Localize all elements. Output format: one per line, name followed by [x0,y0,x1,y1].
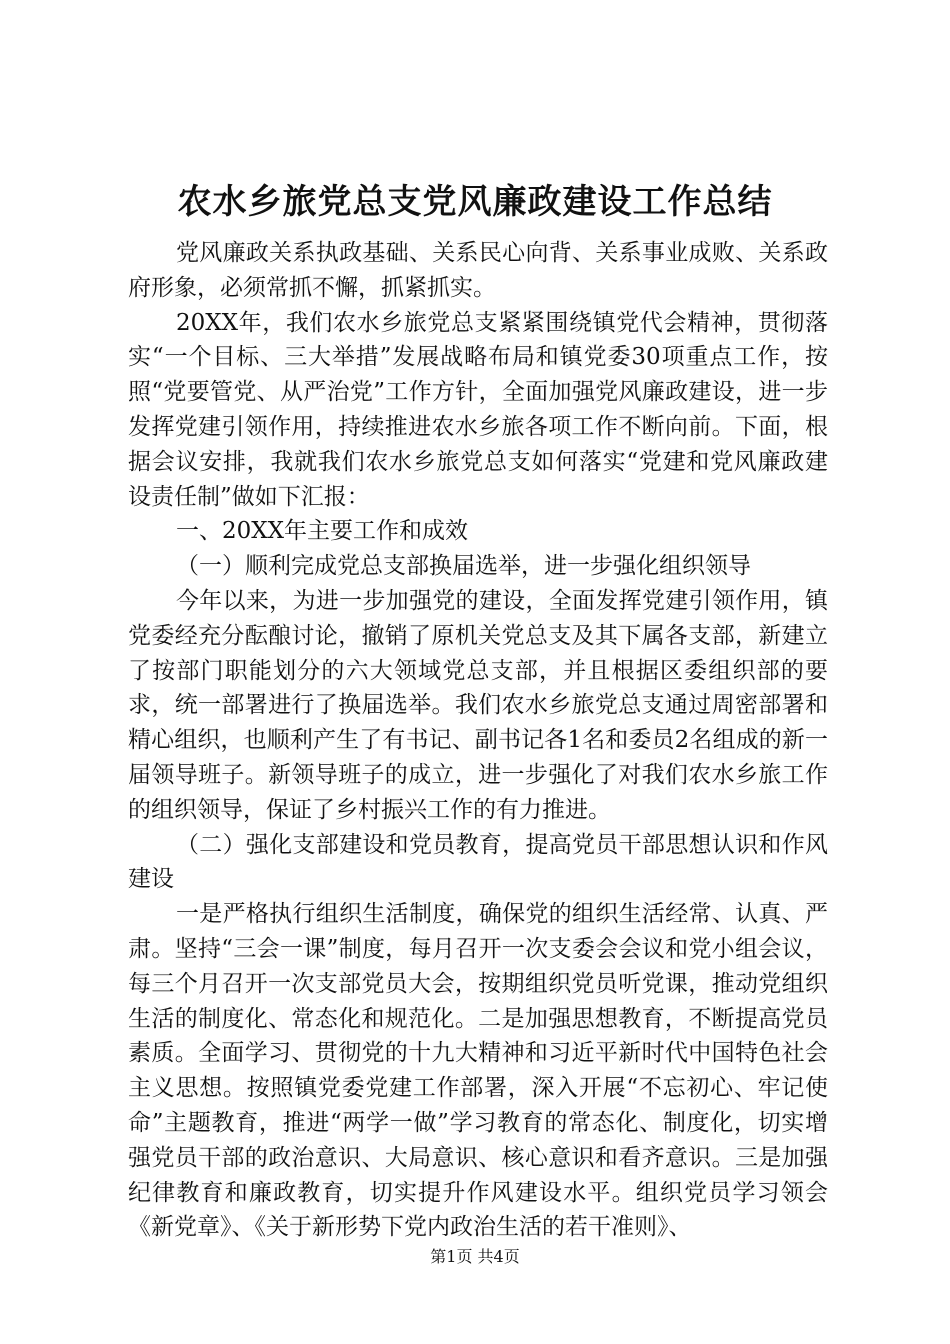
subsection-heading-2: （二）强化支部建设和党员教育，提高党员干部思想认识和作风建设 [128,831,828,893]
page-number-footer: 第1页 共4页 [430,1247,520,1266]
paragraph-overview: 20XX年，我们农水乡旅党总支紧紧围绕镇党代会精神，贯彻落实“一个目标、三大举措”发展战略布局和镇党委30项重点工作，按照“党要管党、从严治党”工作方针，全面加强党风廉政建设，进一步发挥党建引领作用，持续推进农水乡旅各项工作不断向前。下面，根据会议安排，我就我们农水乡旅党总支如何落实“党建和党风廉政建设责任制”做如下汇报： [128,309,828,510]
paragraph-education: 一是严格执行组织生活制度，确保党的组织生活经常、认真、严肃。坚持“三会一课”制度，每月召开一次支委会会议和党小组会议，每三个月召开一次支部党员大会，按期组织党员听党课，推动党组织生活的制度化、常态化和规范化。二是加强思想教育，不断提高党员素质。全面学习、贯彻党的十九大精神和习近平新时代中国特色社会主义思想。按照镇党委党建工作部署，深入开展“不忘初心、牢记使命”主题教育，推进“两学一做”学习教育的常态化、制度化，切实增强党员干部的政治意识、大局意识、核心意识和看齐意识。三是加强纪律教育和廉政教育，切实提升作风建设水平。组织党员学习领会《新党章》、《关于新形势下党内政治生活的若干准则》、 [128,901,828,1241]
paragraph-intro: 党风廉政关系执政基础、关系民心向背、关系事业成败、关系政府形象，必须常抓不懈，抓紧抓实。 [128,240,828,301]
section-heading-1: 一、20XX年主要工作和成效 [176,518,469,545]
paragraph-election: 今年以来，为进一步加强党的建设，全面发挥党建引领作用，镇党委经充分酝酿讨论，撤销了原机关党总支及其下属各支部，新建立了按部门职能划分的六大领域党总支部，并且根据区委组织部的要求，统一部署进行了换届选举。我们农水乡旅党总支通过周密部署和精心组织，也顺利产生了有书记、副书记各1名和委员2名组成的新一届领导班子。新领导班子的成立，进一步强化了对我们农水乡旅工作的组织领导，保证了乡村振兴工作的有力推进。 [128,587,828,823]
subsection-heading-1: （一）顺利完成党总支部换届选举，进一步强化组织领导 [176,553,751,580]
document-body [128,236,828,1245]
document-title: 农水乡旅党总支党风廉政建设工作总结 [177,182,773,222]
